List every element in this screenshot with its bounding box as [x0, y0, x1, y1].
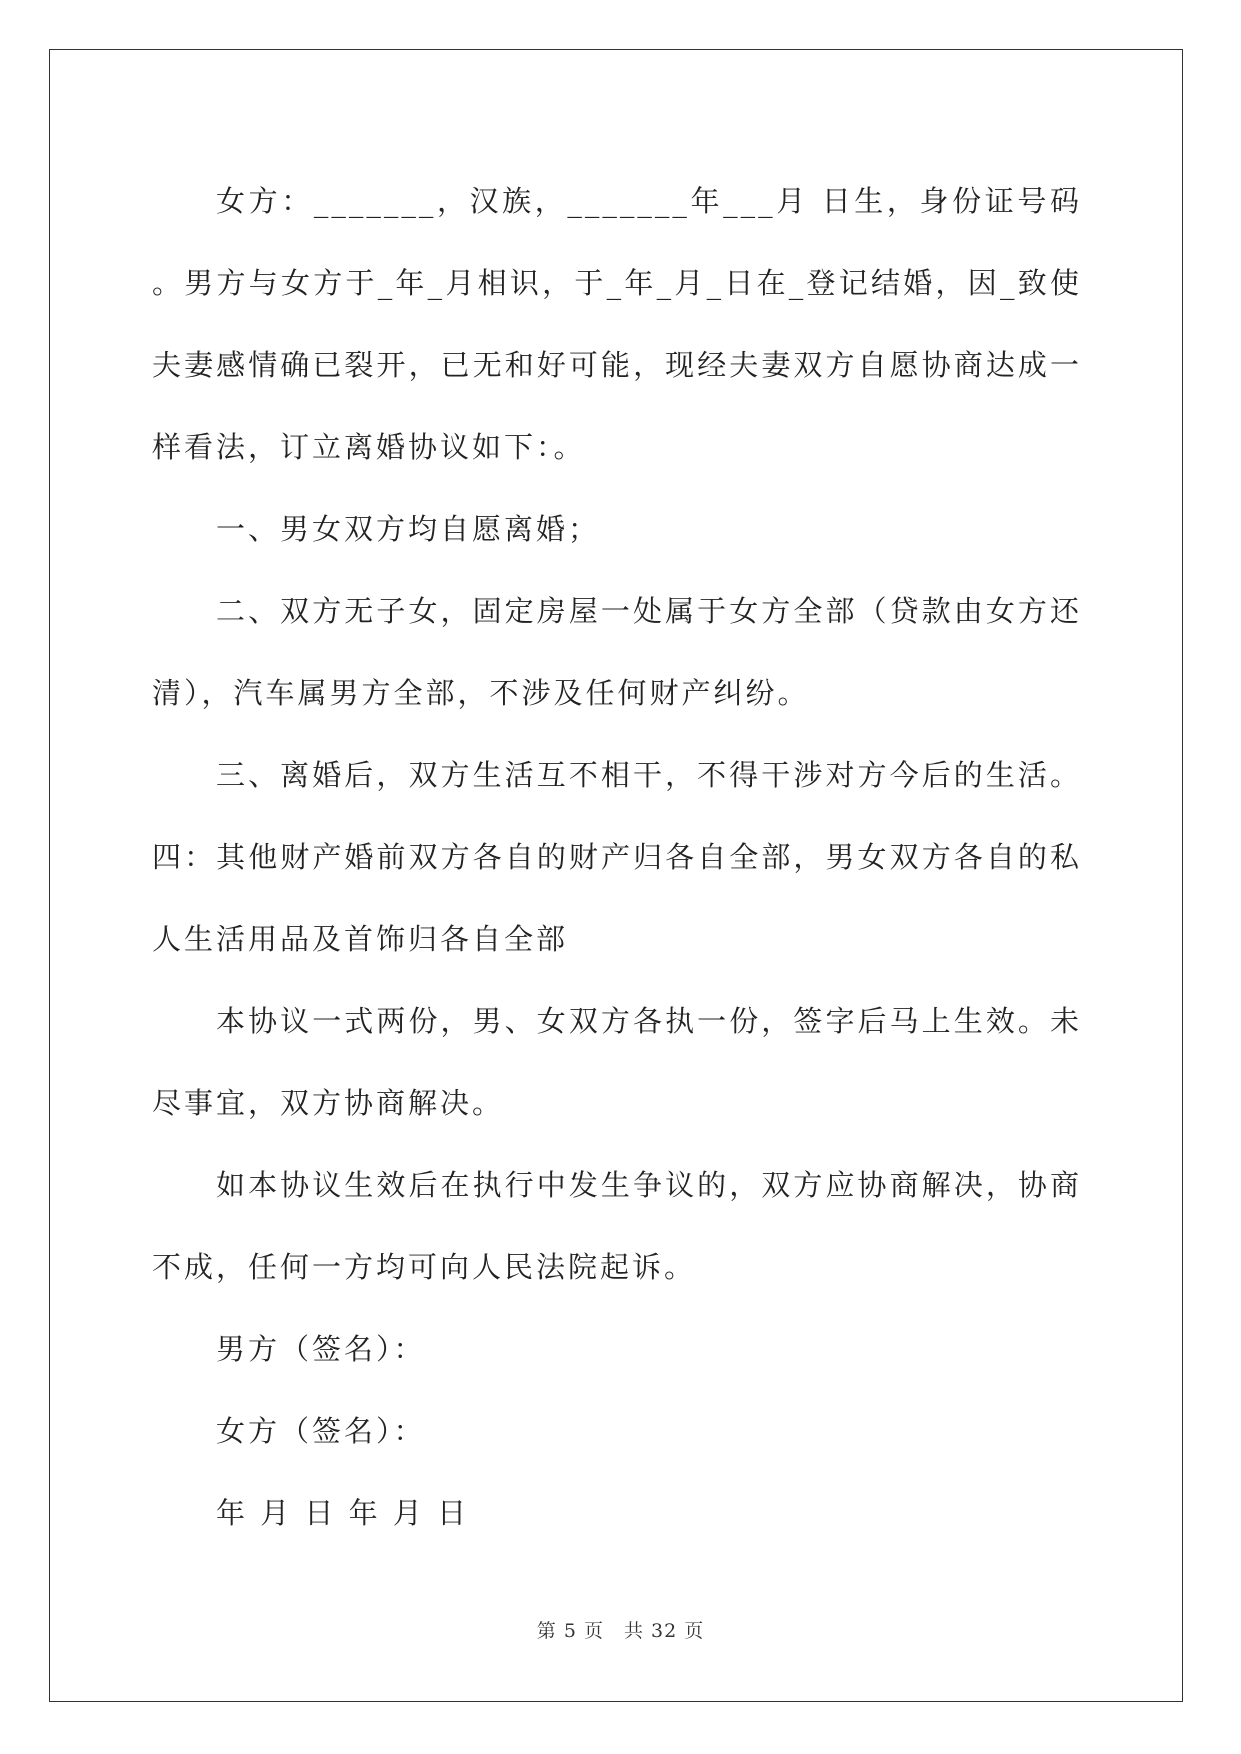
- paragraph-copies: 本协议一式两份，男、女双方各执一份，签字后马上生效。未尽事宜，双方协商解决。: [152, 1004, 1082, 1120]
- paragraph-clause-two: 二、双方无子女，固定房屋一处属于女方全部（贷款由女方还清），汽车属男方全部，不涉及任何财产纠纷。: [152, 594, 1082, 710]
- paragraph-clause-one: 一、男女双方均自愿离婚；: [216, 512, 601, 546]
- paragraph-disputes: 如本协议生效后在执行中发生争议的，双方应协商解决，协商不成，任何一方均可向人民法院起诉。: [152, 1168, 1082, 1284]
- signature-dates: 年 月 日 年 月 日: [216, 1496, 470, 1530]
- paragraph-parties-intro: 女方：_______，汉族，_______年___月 日生，身份证号码 。男方与女方于_年_月相识，于_年_月_日在_登记结婚，因_致使夫妻感情确已裂开，已无和好可能，现经夫妻双方自愿协商达成一样看法，订立离婚协议如下：。: [152, 184, 1095, 464]
- document-body: [152, 160, 1095, 1554]
- page-number-footer: 第 5 页 共 32 页: [536, 1620, 705, 1642]
- paragraph-clause-three-four: 三、离婚后，双方生活互不相干，不得干涉对方今后的生活。 四：其他财产婚前双方各自的财产归各自全部，男女双方各自的私人生活用品及首饰归各自全部: [152, 758, 1095, 956]
- signature-female: 女方（签名）：: [216, 1414, 426, 1448]
- signature-male: 男方（签名）：: [216, 1332, 426, 1366]
